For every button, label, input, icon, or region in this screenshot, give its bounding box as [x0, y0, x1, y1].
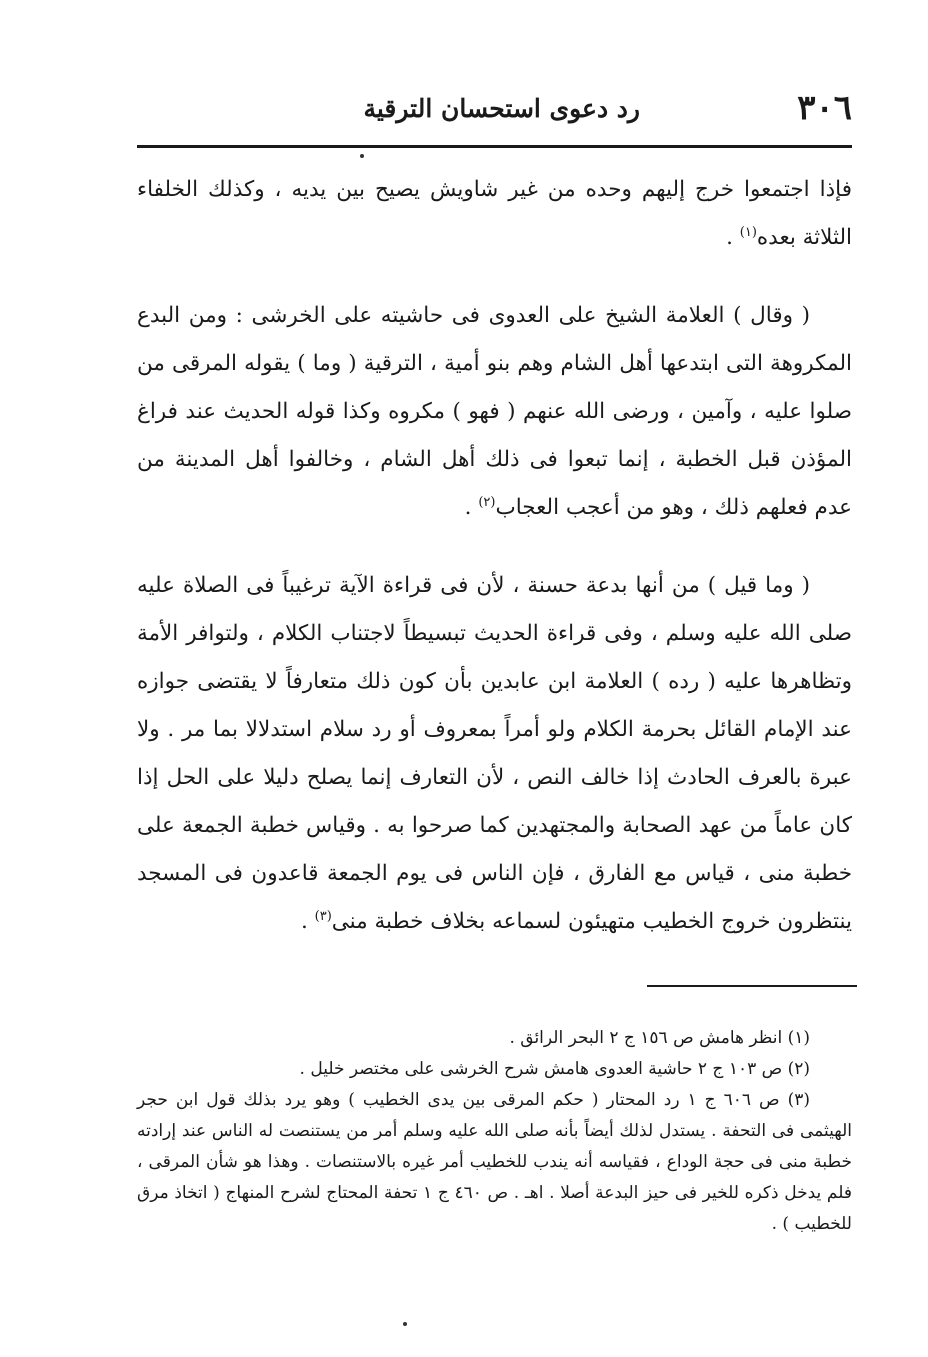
footnote-ref-3: (٣) [314, 908, 332, 924]
footnote-ref-1: (١) [739, 224, 757, 240]
footnote-1: (١) انظر هامش ص ١٥٦ ج ٢ البحر الرائق . [509, 1028, 810, 1048]
page-number: ٣٠٦ [797, 88, 852, 128]
footnote-ref-2: (٢) [478, 494, 496, 510]
footnotes [137, 1023, 852, 1240]
footnote-3: (٣) ص ٦٠٦ ج ١ رد المحتار ( حكم المرقى بين يدى الخطيب ) وهو يرد بذلك قول ابن حجر الهيثمى فى التحفة . يستدل لذلك أيضاً بأنه صلى الله عليه وسلم أمر من يستنصت له الناس عند إرادته خطبة منى فى حجة الوداع ، فقياسه أنه يندب للخطيب أمر غيره بالاستنصات . وهذا هو شأن المرقى ، فلم يدخل ذكره للخير فى حيز البدعة أصلا . اهـ . ص ٤٦٠ ج ١ تحفة المحتاج لشرح المنهاج ( اتخاذ مرق للخطيب ) . [137, 1090, 852, 1234]
page-header [137, 88, 852, 138]
body-text [137, 166, 852, 946]
paragraph-1: فإذا اجتمعوا خرج إليهم وحده من غير شاويش يصيح بين يديه ، وكذلك الخلفاء الثلاثة بعده$^{(١)}$ . [137, 177, 852, 250]
footnote-2: (٢) ص ١٠٣ ج ٢ حاشية العدوى هامش شرح الخرشى على مختصر خليل . [299, 1059, 810, 1079]
paragraph-3: ( وما قيل ) من أنها بدعة حسنة ، لأن فى قراءة الآية ترغيباً فى الصلاة عليه صلى الله عليه وسلم ، وفى قراءة الحديث تبسيطاً لاجتناب الكلام ، ولتوافر الأمة وتظاهرها عليه ( رده ) العلامة ابن عابدين بأن كون ذلك متعارفاً لا يقتضى جوازه عند الإمام القائل بحرمة الكلام ولو أمراً بمعروف أو رد سلام استدلالا بما مر . ولا عبرة بالعرف الحادث إذا خالف النص ، لأن التعارف إنما يصلح دليلا على الحل إذا كان عاماً من عهد الصحابة والمجتهدين كما صرحوا به . وقياس خطبة الجمعة على خطبة منى ، قياس مع الفارق ، فإن الناس فى يوم الجمعة قاعدون فى المسجد ينتظرون خروج الخطيب متهيئون لسماعه بخلاف خطبة منى$^{(٣)}$ . [137, 573, 852, 934]
speck-mark [403, 1322, 407, 1326]
header-rule [137, 145, 852, 148]
footnote-separator [647, 985, 857, 987]
running-title: رد دعوى استحسان الترقية [363, 94, 640, 123]
speck-mark [360, 154, 364, 158]
paragraph-2: ( وقال ) العلامة الشيخ على العدوى فى حاشيته على الخرشى : ومن البدع المكروهة التى ابتدعها أهل الشام وهم بنو أمية ، الترقية ( وما ) يقوله المرقى من صلوا عليه ، وآمين ، ورضى الله عنهم ( فهو ) مكروه وكذا قوله الحديث عند فراغ المؤذن قبل الخطبة ، إنما تبعوا فى ذلك أهل الشام ، وخالفوا أهل المدينة من عدم فعلهم ذلك ، وهو من أعجب العجاب$^{(٢)}$ . [137, 303, 852, 520]
